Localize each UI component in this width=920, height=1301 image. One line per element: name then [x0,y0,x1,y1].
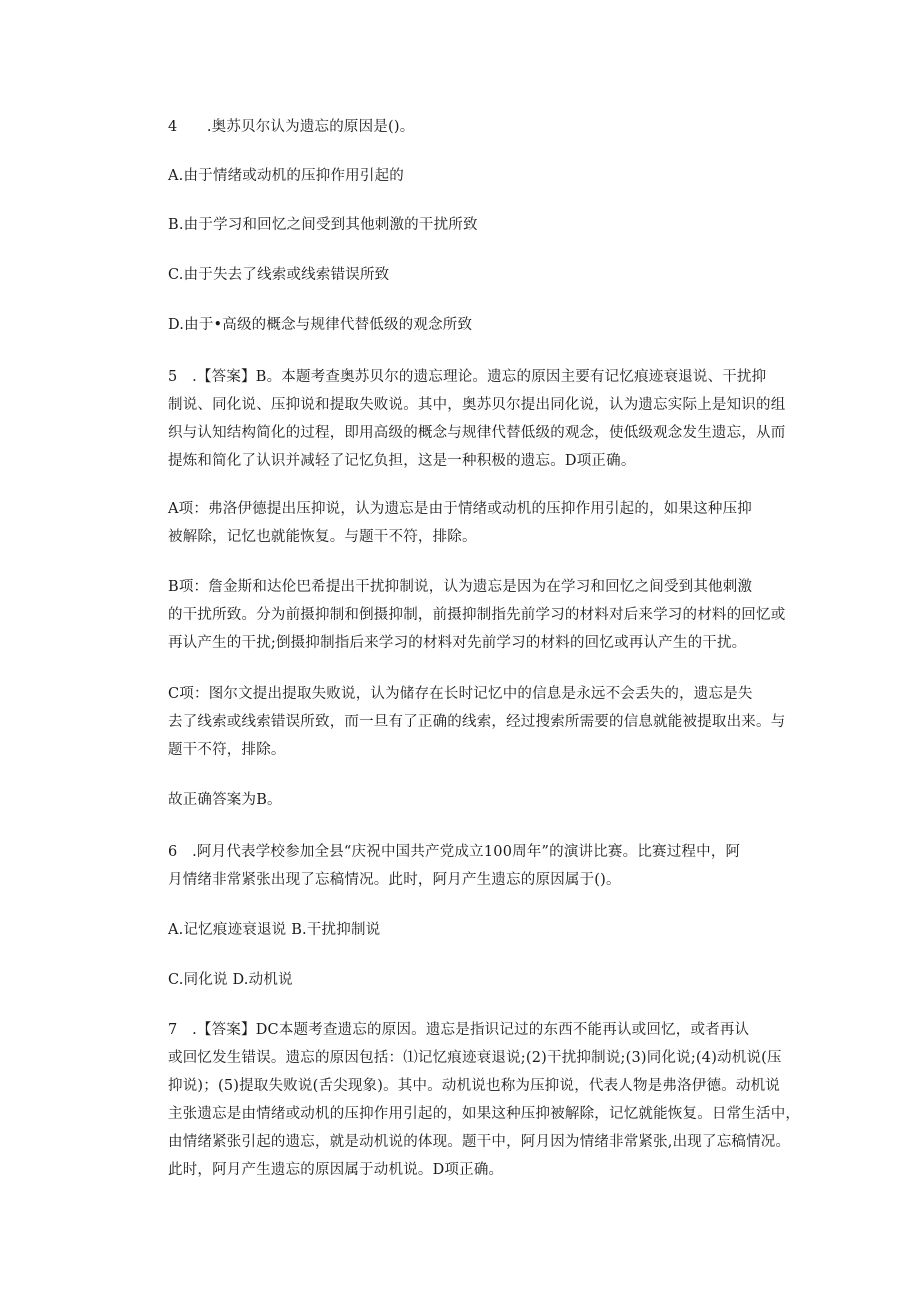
explain-b-line: B项：詹金斯和达伦巴希提出干扰抑制说，认为遗忘是因为在学习和回忆之间受到其他刺激 [168,579,753,595]
question-4-option-a: A.由于情绪或动机的压抑作用引起的 [168,168,404,184]
explain-c-line: C项：图尔文提出提取失败说，认为储存在长时记忆中的信息是永远不会丢失的，遗忘是失 [168,686,753,702]
question-4-stem: 4 .奥苏贝尔认为遗忘的原因是()。 [168,119,415,135]
explain-a-line: A项：弗洛伊德提出压抑说，认为遗忘是由于情绪或动机的压抑作用引起的，如果这种压抑 [168,501,752,517]
answer-5-line: 织与认知结构简化的过程，即用高级的概念与规律代替低级的观念，使低级观念发生遗忘，从而 [168,425,786,441]
answer-5-line: 提炼和简化了认识并减轻了记忆负担，这是一种积极的遗忘。D项正确。 [168,453,636,469]
question-4-option-d: D.由于•高级的概念与规律代替低级的观念所致 [168,317,473,333]
answer-7-line: 抑说)；(5)提取失败说(舌尖现象)。其中。动机说也称为压抑说，代表人物是弗洛伊德。动机说 [168,1078,781,1094]
answer-5-conclusion: 故正确答案为B。 [168,792,282,808]
explain-c-line: 去了线索或线索错误所致，而一旦有了正确的线索，经过搜索所需要的信息就能被提取出来。与 [168,714,786,730]
answer-5-line: 制说、同化说、压抑说和提取失败说。其中，奥苏贝尔提出同化说，认为遗忘实际上是知识的组 [168,397,786,413]
explain-b-line: 再认产生的干扰;倒摄抑制指后来学习的材料对先前学习的材料的回忆或再认产生的干扰。 [168,635,747,651]
answer-7-line: 7 .【答案】DC本题考查遗忘的原因。遗忘是指识记过的东西不能再认或回忆，或者再认 [168,1022,750,1038]
explain-b-line: 的干扰所致。分为前摄抑制和倒摄抑制，前摄抑制指先前学习的材料对后来学习的材料的回忆或 [168,607,786,623]
question-6-line: 月情绪非常紧张出现了忘稿情况。此时，阿月产生遗忘的原因属于()。 [168,872,621,888]
question-6-options-row-1: A.记忆痕迹衰退说 B.干扰抑制说 [168,922,381,938]
answer-5-line: 5 .【答案】B。本题考查奥苏贝尔的遗忘理论。遗忘的原因主要有记忆痕迹衰退说、干扰抑 [168,369,767,385]
answer-7-line: 主张遗忘是由情绪或动机的压抑作用引起的，如果这种压抑被解除，记忆就能恢复。日常生活中， [168,1106,801,1122]
question-6-options-row-2: C.同化说 D.动机说 [168,972,293,988]
answer-7-line: 此时，阿月产生遗忘的原因属于动机说。D项正确。 [168,1162,504,1178]
answer-7-line: 由情绪紧张引起的遗忘，就是动机说的体现。题干中，阿月因为情绪非常紧张,出现了忘稿情况。 [168,1134,791,1150]
answer-7-line: 或回忆发生错误。遗忘的原因包括：⑴记忆痕迹衰退说;(2)干扰抑制说;(3)同化说;(4)动机说(压 [168,1050,782,1066]
question-4-option-c: C.由于失去了线索或线索错误所致 [168,267,390,283]
explain-c-line: 题干不符，排除。 [168,742,286,758]
explain-a-line: 被解除，记忆也就能恢复。与题干不符，排除。 [168,529,477,545]
question-4-option-b: B.由于学习和回忆之间受到其他刺激的干扰所致 [168,217,478,233]
question-6-line: 6 .阿月代表学校参加全县“庆祝中国共产党成立100周年”的演讲比赛。比赛过程中，阿 [168,844,741,860]
